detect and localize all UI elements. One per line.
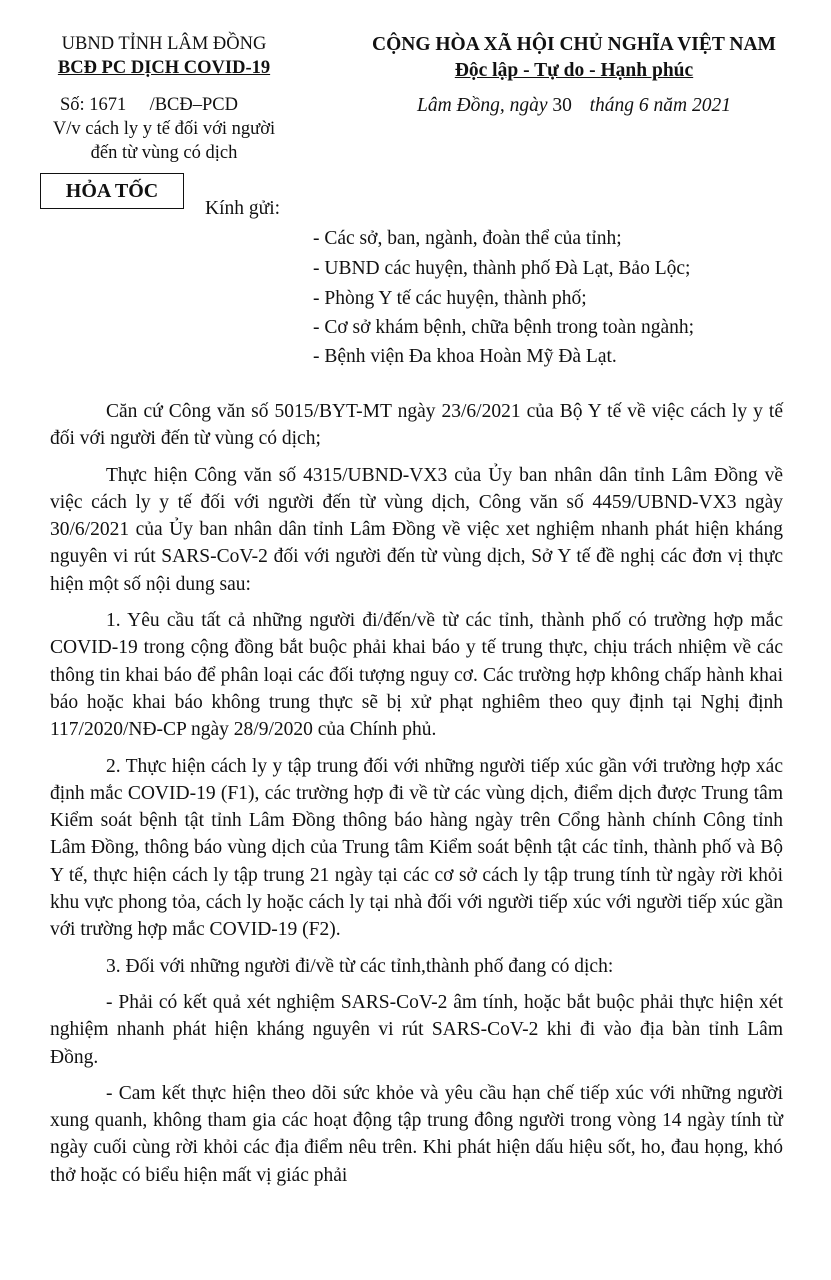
- body-paragraph: - Cam kết thực hiện theo dõi sức khỏe và yêu cầu hạn chế tiếp xúc với những người xung quanh, không tham gia các hoạt động tập trung đông người trong vòng 14 ngày tính từ ngày cuối cùng rời khỏi các địa điểm nêu trên. Khi phát hiện dấu hiệu sốt, ho, đau họng, khó thở hoặc có biểu hiện mất vị giác phải: [50, 1082, 783, 1186]
- body-paragraph: 3. Đối với những người đi/về từ các tỉnh,thành phố đang có dịch:: [106, 955, 614, 977]
- body-paragraph: - Phải có kết quả xét nghiệm SARS-CoV-2 âm tính, hoặc bắt buộc phải thực hiện xét nghiệm nhanh phát hiện kháng nguyên vi rút SARS-CoV-2 khi đi vào địa bàn tỉnh Lâm Đồng.: [50, 991, 783, 1068]
- recipient-item: - UBND các huyện, thành phố Đà Lạt, Bảo Lộc;: [313, 258, 691, 279]
- date-day: 30: [552, 95, 572, 116]
- body-paragraph: Căn cứ Công văn số 5015/BYT-MT ngày 23/6/2021 của Bộ Y tế về việc cách ly y tế đối với người đến từ vùng có dịch;: [50, 401, 783, 450]
- body-paragraph: Thực hiện Công văn số 4315/UBND-VX3 của Ủy ban nhân dân tỉnh Lâm Đồng về việc cách ly y tế đối với người đến từ vùng dịch, Công văn số 4459/UBND-VX3 ngày 30/6/2021 của Ủy ban nhân dân tỉnh Lâm Đồng về việc xet nghiệm nhanh phát hiện kháng nguyên vi rút SARS-CoV-2 đối với người đến từ vùng dịch, Sở Y tế đề nghị các đơn vị thực hiện một số nội dung sau:: [50, 464, 783, 595]
- motto-text: Độc lập - Tự do - Hạnh phúc: [454, 60, 694, 81]
- national-motto: [318, 58, 830, 83]
- issuing-agency: UBND TỈNH LÂM ĐỒNG: [61, 34, 267, 54]
- issue-date: [318, 93, 830, 118]
- document-number-prefix: Số: 1671: [60, 95, 127, 115]
- body-paragraph: 2. Thực hiện cách ly y tập trung đối với những người tiếp xúc gần với trường hợp xác định mắc COVID-19 (F1), các trường hợp đi về từ các vùng dịch, điểm dịch được Trung tâm Kiểm soát bệnh tật tỉnh Lâm Đồng thông báo hàng ngày trên Cổng hành chính Công tỉnh Lâm Đồng, thông báo vùng dịch của Trung tâm Kiểm soát bệnh tật các tỉnh, thành phố và Bộ Y tế, thực hiện cách ly tập trung 21 ngày tại các cơ sở cách ly tập trung tính từ ngày rời khỏi khu vực phong tỏa, cách ly hoặc cách ly tại nhà đối với người tiếp xúc với người tiếp xúc gần với trường hợp mắc COVID-19 (F2).: [50, 755, 783, 941]
- recipient-item: - Các sở, ban, ngành, đoàn thể của tỉnh;: [313, 228, 622, 249]
- document-body: [50, 398, 783, 1198]
- recipient-item: - Bệnh viện Đa khoa Hoàn Mỹ Đà Lạt.: [313, 346, 617, 367]
- country-name: CỘNG HÒA XÃ HỘI CHỦ NGHĨA VIỆT NAM: [372, 34, 776, 55]
- date-suffix: tháng 6 năm 2021: [589, 95, 732, 116]
- subject-line-2: đến từ vùng có dịch: [90, 143, 238, 163]
- date-prefix: Lâm Đồng, ngày: [416, 95, 548, 116]
- subject-line-1: V/v cách ly y tế đối với người: [52, 119, 276, 139]
- body-paragraph: 1. Yêu cầu tất cả những người đi/đến/về từ các tỉnh, thành phố có trường hợp mắc COVID-19 trong cộng đồng bắt buộc phải khai báo y tế trung thực, chịu trách nhiệm về các thông tin khai báo để phân loại các đối tượng nguy cơ. Các trường hợp không chấp hành khai báo hoặc khai báo không trung thực sẽ bị xử phạt nghiêm theo quy định tại Nghị định 117/2020/NĐ-CP ngày 28/9/2020 của Chính phủ.: [50, 610, 783, 741]
- document-number-suffix: /BCĐ–PCD: [149, 95, 238, 115]
- salutation: Kính gửi:: [205, 198, 281, 219]
- recipient-item: - Phòng Y tế các huyện, thành phố;: [313, 288, 587, 309]
- committee-name: BCĐ PC DỊCH COVID-19: [57, 58, 271, 78]
- urgency-stamp: HỎA TỐC: [40, 173, 184, 209]
- document-number: [60, 93, 314, 117]
- recipient-item: - Cơ sở khám bệnh, chữa bệnh trong toàn ngành;: [313, 317, 695, 338]
- issuing-committee: [14, 56, 314, 80]
